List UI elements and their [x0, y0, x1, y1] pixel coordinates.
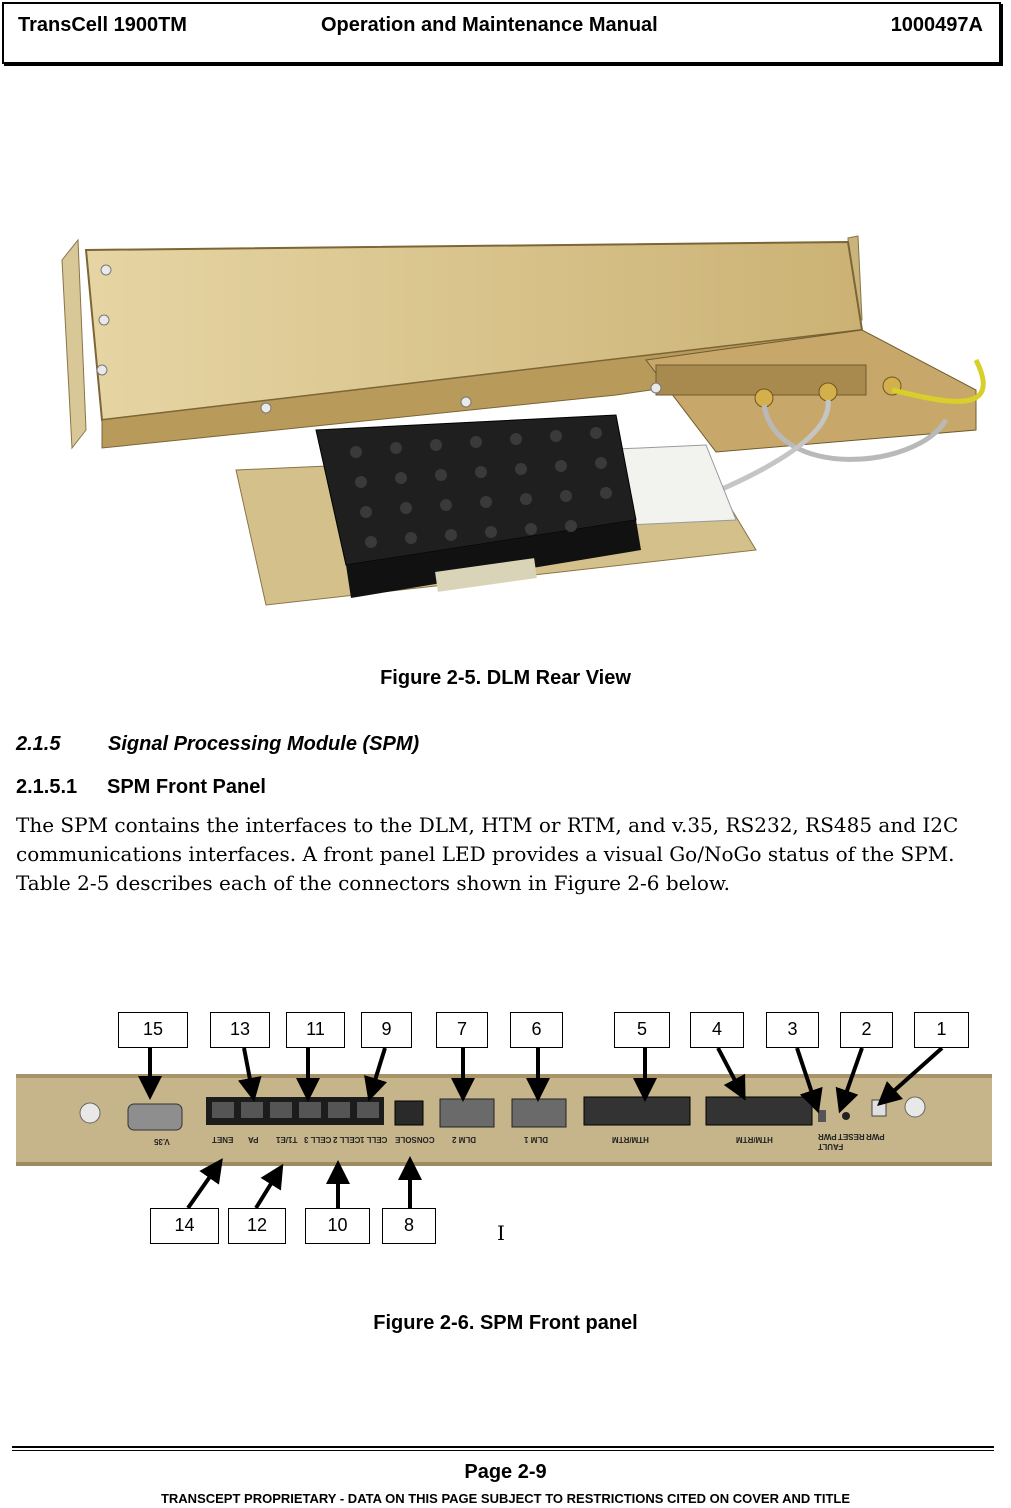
section-title: Signal Processing Module (SPM): [108, 733, 420, 755]
section-2-1-5-heading: [16, 733, 419, 756]
text-cursor-glyph: I: [497, 1221, 505, 1245]
subsection-title: SPM Front Panel: [107, 776, 266, 798]
callout-label-11: 11: [286, 1012, 345, 1048]
callout-label-3: 3: [766, 1012, 819, 1048]
panel-marking: T1/E1: [276, 1135, 298, 1144]
subsection-number: 2.1.5.1: [16, 776, 78, 798]
spm-front-panel-figure: [0, 1000, 1011, 1260]
section-2-1-5-1-heading: [16, 776, 266, 799]
panel-marking: ENET: [212, 1135, 234, 1144]
callout-label-14: 14: [150, 1208, 219, 1244]
panel-marking: V.35: [154, 1137, 170, 1146]
panel-marking: CELL 1: [360, 1135, 388, 1144]
panel-marking: FAULT: [818, 1142, 844, 1151]
panel-marking: HTM/RTM: [736, 1135, 773, 1144]
callout-label-4: 4: [690, 1012, 744, 1048]
figure-2-5-caption: Figure 2-5. DLM Rear View: [380, 667, 631, 689]
header-doc-number: 1000497A: [890, 14, 983, 36]
callout-label-9: 9: [361, 1012, 412, 1048]
callout-label-5: 5: [614, 1012, 670, 1048]
panel-marking: PWR: [818, 1132, 837, 1141]
callout-label-12: 12: [228, 1208, 286, 1244]
header-title: Operation and Maintenance Manual: [321, 14, 658, 36]
proprietary-notice: TRANSCEPT PROPRIETARY - DATA ON THIS PAGE SUBJECT TO RESTRICTIONS CITED ON COVER AND TITLE: [160, 1491, 851, 1506]
footer-rule-thin: [12, 1450, 994, 1451]
figure-2-6-caption: Figure 2-6. SPM Front panel: [373, 1312, 638, 1334]
panel-marking: DLM 2: [452, 1135, 476, 1144]
panel-marking: DLM 1: [524, 1135, 548, 1144]
panel-marking: CELL 2: [333, 1135, 361, 1144]
panel-marking: HTM/RTM: [612, 1135, 649, 1144]
panel-marking: CELL 3: [304, 1135, 332, 1144]
panel-marking: RESET: [838, 1132, 865, 1141]
footer-rule: [12, 1446, 994, 1448]
callout-label-2: 2: [840, 1012, 893, 1048]
callout-label-13: 13: [210, 1012, 270, 1048]
panel-marking: PWR: [866, 1132, 885, 1141]
section-number: 2.1.5: [16, 733, 61, 755]
page-number: Page 2-9: [464, 1461, 547, 1483]
callout-label-10: 10: [305, 1208, 370, 1244]
spm-description-paragraph: The SPM contains the interfaces to the DLM, HTM or RTM, and v.35, RS232, RS485 and I2C communications interfaces. A front panel LED provides a visual Go/NoGo status of the SPM. Table 2-5 describes each of the connectors shown in Figure 2-6 below.: [16, 813, 959, 895]
callout-label-8: 8: [382, 1208, 436, 1244]
callout-label-7: 7: [436, 1012, 488, 1048]
dlm-rear-view-photo: [16, 220, 1010, 615]
callout-label-1: 1: [914, 1012, 969, 1048]
page-header: [2, 2, 1001, 64]
panel-marking: CONSOLE: [395, 1135, 435, 1144]
header-product: TransCell 1900TM: [18, 14, 187, 36]
panel-marking: PA: [248, 1135, 259, 1144]
callout-label-6: 6: [510, 1012, 563, 1048]
callout-label-15: 15: [118, 1012, 188, 1048]
